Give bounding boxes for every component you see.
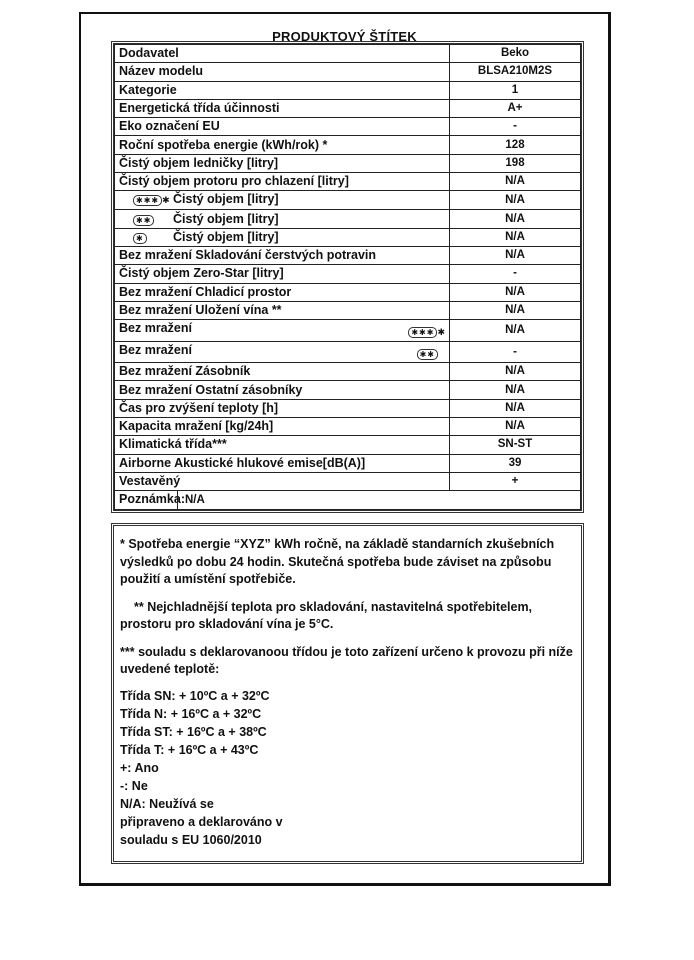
row-label-cell [115, 81, 450, 99]
two-star-freezer-icon: ✱✱ [417, 349, 438, 360]
table-row [115, 45, 581, 63]
star-extra-icon: ✱ [437, 327, 445, 338]
row-label: Dodavatel [119, 46, 179, 61]
row-value: - [450, 342, 581, 363]
row-label: Bez mražení [119, 343, 192, 358]
row-label-cell [115, 381, 450, 399]
table-row [115, 118, 581, 136]
table-row [115, 436, 581, 454]
legend-yes: +: Ano [120, 760, 159, 775]
symbol-slot [119, 191, 173, 209]
row-label: Čistý objem [litry] [173, 211, 279, 226]
row-label: Eko označení EU [119, 119, 220, 134]
row-value: + [450, 472, 581, 490]
four-star-freezer-icon: ✱✱✱ [133, 195, 162, 206]
table-row [115, 381, 581, 399]
table-row [115, 301, 581, 319]
row-value: N/A [450, 228, 581, 246]
row-label-cell [115, 265, 450, 283]
climate-class-sn: Třída SN: + 10ºC a + 32ºC [120, 688, 270, 703]
row-label: Čas pro zvýšení teploty [h] [119, 400, 279, 415]
row-label: Energetická třída účinnosti [119, 101, 280, 116]
star-extra-icon: ✱ [162, 195, 170, 206]
row-label: Airborne Akustické hlukové emise[dB(A)] [119, 455, 366, 470]
row-label: Klimatická třída*** [119, 437, 227, 452]
row-label-cell [115, 454, 450, 472]
symbol-slot [119, 211, 173, 228]
row-label-cell [115, 45, 450, 63]
table-row [115, 63, 581, 81]
row-value: - [450, 118, 581, 136]
row-label: Kapacita mražení [kg/24h] [119, 419, 274, 434]
row-label-cell [115, 63, 450, 81]
row-value: 1 [450, 81, 581, 99]
row-label-cell [115, 283, 450, 301]
row-value: N/A [450, 173, 581, 191]
row-value: 39 [450, 454, 581, 472]
row-label-cell [115, 173, 450, 191]
row-label: Bez mražení Skladování čerstvých potravin [119, 248, 377, 263]
product-table [111, 41, 584, 513]
table-row [115, 472, 581, 490]
row-value: BLSA210M2S [450, 63, 581, 81]
four-star-freezer-icon: ✱✱✱ [408, 327, 437, 338]
footnote-wine-temperature: ** Nejchladnější teplota pro skladování, nastavitelná spotřebitelem, prostoru pro skladování vína je 5°C. [120, 599, 533, 631]
row-value: N/A [450, 363, 581, 381]
table-row [115, 81, 581, 99]
row-label-cell [115, 320, 450, 342]
row-label: Čistý objem protoru pro chlazení [litry] [119, 174, 349, 189]
table-row [115, 399, 581, 417]
row-label: Bez mražení [119, 321, 192, 336]
climate-class-st: Třída ST: + 16ºC a + 38ºC [120, 724, 267, 739]
note-row [115, 491, 581, 510]
row-label: Čistý objem [litry] [173, 192, 279, 207]
row-label: Čistý objem [litry] [173, 229, 279, 244]
row-label: Vestavěný [119, 474, 181, 489]
row-label-cell [115, 246, 450, 264]
legend-not-applicable: N/A: Neužívá se [120, 796, 214, 811]
table-row [115, 228, 581, 246]
row-value: N/A [450, 320, 581, 342]
table-row [115, 246, 581, 264]
table-row [115, 418, 581, 436]
table-row [115, 342, 581, 363]
legend-no: -: Ne [120, 778, 148, 793]
table-row [115, 265, 581, 283]
row-value: N/A [450, 246, 581, 264]
row-label: Bez mražení Uložení vína ** [119, 303, 282, 317]
regulation-line-1: připraveno a deklarováno v [120, 814, 283, 829]
row-label: Kategorie [119, 82, 177, 97]
row-value: 198 [450, 154, 581, 172]
row-value: N/A [450, 283, 581, 301]
symbol-slot-right [408, 323, 445, 341]
regulation-line-2: souladu s EU 1060/2010 [120, 832, 262, 847]
row-label: Bez mražení Zásobník [119, 364, 251, 379]
row-value: N/A [450, 418, 581, 436]
row-value: Beko [450, 45, 581, 63]
symbol-slot-right [417, 345, 445, 362]
row-value: N/A [450, 399, 581, 417]
note-value: N/A [185, 494, 205, 507]
row-label: Roční spotřeba energie (kWh/rok) * [119, 137, 328, 152]
row-value: 128 [450, 136, 581, 154]
row-label: Bez mražení Chladicí prostor [119, 284, 292, 299]
row-label-cell [115, 418, 450, 436]
row-value: - [450, 265, 581, 283]
row-label-cell [115, 342, 450, 363]
label-title: PRODUKTOVÝ ŠTÍTEK [272, 29, 417, 44]
climate-class-n: Třída N: + 16ºC a + 32ºC [120, 706, 262, 721]
label-frame [79, 12, 611, 886]
table-row [115, 99, 581, 117]
row-label-cell [115, 118, 450, 136]
row-value: A+ [450, 99, 581, 117]
row-value: N/A [450, 381, 581, 399]
table-row [115, 191, 581, 210]
row-label-cell [115, 472, 450, 490]
row-label: Čistý objem ledničky [litry] [119, 155, 279, 170]
climate-class-t: Třída T: + 16ºC a + 43ºC [120, 742, 259, 757]
one-star-freezer-icon: ✱ [133, 233, 147, 244]
table-row [115, 173, 581, 191]
table-row [115, 320, 581, 342]
row-label-cell [115, 99, 450, 117]
row-label: Název modelu [119, 64, 204, 79]
table-row [115, 454, 581, 472]
row-value: N/A [450, 301, 581, 319]
row-label-cell [115, 191, 450, 210]
table-row [115, 154, 581, 172]
row-label-cell [115, 363, 450, 381]
row-label-cell [115, 136, 450, 154]
row-label-cell [115, 436, 450, 454]
row-value: SN-ST [450, 436, 581, 454]
note-label: Poznámka: [119, 492, 185, 507]
table-row [115, 136, 581, 154]
table-row [115, 363, 581, 381]
row-label-cell [115, 301, 450, 319]
row-label: Bez mražení Ostatní zásobníky [119, 382, 303, 397]
row-label: Čistý objem Zero-Star [litry] [119, 266, 284, 281]
two-star-freezer-icon: ✱✱ [133, 215, 154, 226]
symbol-slot [119, 229, 173, 246]
climate-class-list [120, 687, 575, 849]
note-cell [115, 491, 581, 510]
row-label-cell [115, 210, 450, 228]
row-label-cell [115, 228, 450, 246]
footnote-energy: * Spotřeba energie “XYZ” kWh ročně, na základě standarních zkušebních výsledků po dobu 24 hodin. Skutečná spotřeba bude záviset na způsobu použití a umístění spotřebiče. [120, 537, 555, 586]
row-label-cell [115, 154, 450, 172]
footnotes-box [111, 523, 584, 864]
row-label-cell [115, 399, 450, 417]
note-divider [177, 491, 178, 509]
row-value: N/A [450, 210, 581, 228]
table-row [115, 210, 581, 228]
row-value: N/A [450, 191, 581, 210]
footnote-climate-class: *** souladu s deklarovanoou třídou je toto zařízení určeno k provozu při níže uvedené teplotě: [120, 644, 573, 676]
table-row [115, 283, 581, 301]
